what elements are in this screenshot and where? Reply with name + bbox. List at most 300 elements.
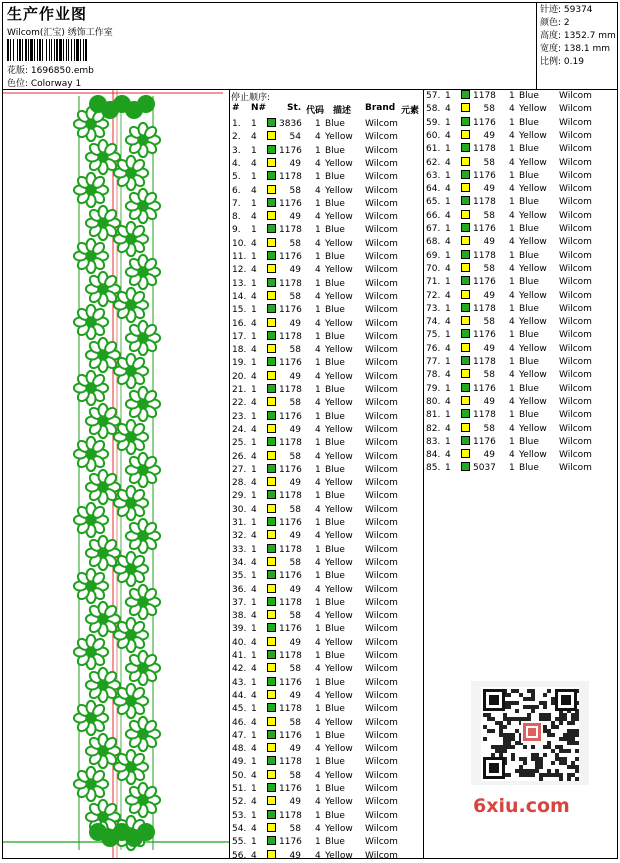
cell: 5. (232, 172, 241, 183)
table-row (231, 544, 423, 557)
cell: 49 (289, 690, 301, 701)
cell: 13. (232, 278, 247, 289)
header-st: St. (287, 103, 302, 113)
cell: 4 (445, 210, 451, 221)
table-row (425, 183, 617, 196)
cell: 1178 (279, 544, 302, 555)
cell: 4 (445, 317, 451, 328)
cell: Blue (325, 704, 345, 715)
cell: 49. (232, 757, 247, 768)
cell: 1 (315, 571, 321, 582)
table-row (231, 663, 423, 676)
cell: Yellow (519, 210, 547, 221)
cell: 49 (289, 265, 301, 276)
color-swatch (461, 449, 470, 458)
cell: 4 (315, 770, 321, 781)
cell: 1 (509, 277, 515, 288)
table-row (425, 90, 617, 103)
table-row (231, 650, 423, 663)
cell: 1178 (279, 491, 302, 502)
color-swatch (267, 411, 276, 420)
table-row (231, 371, 423, 384)
cell: Wilcom (365, 411, 398, 422)
cell: 11. (232, 252, 247, 262)
cell: Wilcom (365, 504, 398, 515)
cell: 1178 (279, 331, 302, 342)
cell: 1 (251, 145, 257, 156)
table-row (231, 703, 423, 716)
cell: 1 (251, 677, 257, 688)
cell: 50. (232, 770, 247, 781)
cell: Wilcom (365, 704, 398, 715)
color-swatch (461, 236, 470, 245)
table-row (425, 143, 617, 156)
cell: Blue (325, 225, 345, 236)
cell: Yellow (325, 717, 353, 728)
cell: 3. (232, 145, 241, 156)
cell: 4 (315, 291, 321, 302)
cell: Blue (519, 170, 539, 181)
cell: 1176 (473, 117, 496, 128)
cell: 20. (232, 371, 247, 382)
color-swatch (461, 143, 470, 152)
cell: 1176 (473, 277, 496, 288)
color-swatch (461, 343, 470, 352)
design-height: 高度: 1352.7 mm (540, 31, 616, 41)
cell: 1178 (279, 757, 302, 768)
cell: Wilcom (365, 305, 398, 316)
cell: Blue (519, 117, 539, 128)
cell: Yellow (325, 637, 353, 648)
cell: Wilcom (559, 157, 592, 168)
table-row (425, 462, 617, 475)
cell: Yellow (325, 823, 353, 834)
cell: Yellow (519, 317, 547, 328)
cell: 25. (232, 438, 247, 449)
header-no: # (232, 103, 240, 113)
cell: 49 (483, 130, 495, 141)
color-swatch (267, 397, 276, 406)
table-row (231, 477, 423, 490)
color-swatch (267, 158, 276, 167)
cell: 38. (232, 611, 247, 622)
color-swatch (267, 810, 276, 819)
table-row (231, 623, 423, 636)
cell: 4 (251, 690, 257, 701)
cell: Yellow (325, 345, 353, 356)
cell: Wilcom (365, 677, 398, 688)
cell: 1178 (279, 704, 302, 715)
cell: Wilcom (365, 744, 398, 755)
cell: 58 (289, 238, 301, 249)
cell: Wilcom (365, 597, 398, 608)
cell: Yellow (325, 424, 353, 435)
cell: 52. (232, 797, 247, 808)
cell: 58 (289, 291, 301, 302)
cell: 1 (315, 464, 321, 475)
table-row (231, 384, 423, 397)
design-scale: 比例: 0.19 (540, 57, 584, 67)
table-row (231, 331, 423, 344)
cell: Yellow (519, 104, 547, 115)
cell: 74. (426, 317, 441, 328)
table-row (425, 250, 617, 263)
cell: 4 (315, 185, 321, 196)
color-swatch (461, 316, 470, 325)
cell: Blue (325, 305, 345, 316)
cell: Wilcom (559, 463, 592, 474)
table-row (231, 796, 423, 809)
cell: Wilcom (365, 797, 398, 808)
cell: 4 (315, 318, 321, 329)
color-swatch (461, 223, 470, 232)
cell: 4 (509, 370, 515, 381)
table-row (231, 783, 423, 796)
cell: Yellow (325, 478, 353, 489)
cell: Blue (325, 810, 345, 821)
cell: 1 (509, 170, 515, 181)
cell: 1 (251, 544, 257, 555)
cell: 66. (426, 210, 441, 221)
cell: Yellow (325, 850, 353, 861)
table-row (231, 597, 423, 610)
cell: 1 (315, 677, 321, 688)
cell: 3836 (279, 119, 302, 129)
table-row (231, 490, 423, 503)
cell: 1 (315, 119, 321, 129)
cell: Yellow (325, 531, 353, 542)
cell: Yellow (325, 584, 353, 595)
cell: 1 (445, 357, 451, 367)
color-swatch (267, 504, 276, 513)
color-swatch (267, 278, 276, 287)
cell: 32. (232, 531, 247, 542)
cell: Wilcom (365, 823, 398, 834)
color-swatch (267, 331, 276, 340)
cell: 1176 (279, 677, 302, 688)
cell: Wilcom (365, 491, 398, 502)
cell: Wilcom (365, 225, 398, 236)
table-row (231, 637, 423, 650)
cell: Yellow (519, 450, 547, 461)
cell: 58 (289, 823, 301, 834)
barcode (7, 39, 132, 61)
color-swatch (267, 623, 276, 632)
cell: 4. (232, 158, 241, 169)
cell: 49 (289, 637, 301, 648)
cell: 4 (315, 557, 321, 568)
cell: Blue (519, 224, 539, 234)
cell: 49 (289, 744, 301, 755)
cell: 58 (483, 210, 495, 221)
cell: 63. (426, 170, 441, 181)
color-swatch (267, 490, 276, 499)
color-swatch (267, 637, 276, 646)
cell: Wilcom (559, 343, 592, 354)
cell: 4 (251, 132, 257, 143)
cell: 60. (426, 130, 441, 141)
cell: Blue (519, 383, 539, 394)
cell: 1 (251, 358, 257, 369)
cell: 1 (445, 330, 451, 341)
cell: 1 (315, 411, 321, 422)
design-file-label: 花版: 1696850.emb (7, 66, 94, 76)
cell: Yellow (325, 690, 353, 701)
cell: 1 (509, 91, 515, 101)
cell: Yellow (325, 132, 353, 143)
color-swatch (267, 357, 276, 366)
cell: Wilcom (365, 478, 398, 489)
cell: 49 (483, 184, 495, 195)
cell: 29. (232, 491, 247, 502)
stop-sequence-heading: 停止顺序: (231, 93, 271, 103)
cell: 4 (445, 396, 451, 407)
cell: 1 (445, 91, 451, 101)
cell: 4 (251, 744, 257, 755)
cell: Wilcom (365, 584, 398, 595)
color-swatch (267, 756, 276, 765)
cell: 4 (315, 717, 321, 728)
color-swatch (267, 424, 276, 433)
cell: 4 (445, 130, 451, 141)
color-swatch (461, 396, 470, 405)
table-row (231, 810, 423, 823)
cell: 1 (509, 410, 515, 421)
cell: 49 (483, 450, 495, 461)
cell: 1 (315, 757, 321, 768)
cell: Wilcom (365, 571, 398, 582)
cell: 58 (483, 370, 495, 381)
cell: 59. (426, 117, 441, 128)
cell: Blue (325, 784, 345, 794)
cell: 1 (251, 225, 257, 236)
cell: 1 (251, 464, 257, 475)
cell: 1 (445, 383, 451, 394)
cell: Blue (325, 624, 345, 635)
cell: 4 (509, 184, 515, 195)
table-row (231, 743, 423, 756)
cell: 4 (251, 212, 257, 223)
cell: Yellow (519, 370, 547, 381)
stitch-count: 针迹: 59374 (540, 5, 593, 15)
color-swatch (461, 170, 470, 179)
cell: 9. (232, 225, 241, 236)
cell: Wilcom (365, 212, 398, 223)
cell: Wilcom (559, 370, 592, 381)
cell: 1178 (473, 144, 496, 155)
cell: Yellow (519, 130, 547, 141)
table-row (425, 343, 617, 356)
table-row (231, 584, 423, 597)
cell: 49 (289, 424, 301, 435)
color-swatch (267, 610, 276, 619)
cell: 4 (251, 531, 257, 542)
cell: 1 (509, 463, 515, 474)
cell: Yellow (519, 184, 547, 195)
cell: Yellow (325, 158, 353, 169)
cell: 80. (426, 396, 441, 407)
cell: 1 (509, 303, 515, 314)
cell: 1 (509, 330, 515, 341)
cell: 49 (289, 531, 301, 542)
cell: 58 (483, 104, 495, 115)
color-swatch (461, 356, 470, 365)
cell: 1 (251, 119, 257, 129)
cell: Wilcom (559, 396, 592, 407)
cell: 4 (315, 398, 321, 409)
cell: 10. (232, 238, 247, 249)
cell: 77. (426, 357, 441, 367)
color-swatch (267, 318, 276, 327)
color-swatch (267, 836, 276, 845)
cell: 58 (483, 317, 495, 328)
cell: Wilcom (365, 145, 398, 156)
cell: 4 (315, 744, 321, 755)
cell: 1 (251, 198, 257, 209)
cell: 34. (232, 557, 247, 568)
cell: 4 (251, 664, 257, 675)
cell: 4 (445, 104, 451, 115)
cell: Wilcom (559, 423, 592, 434)
cell: 30. (232, 504, 247, 515)
color-swatch (267, 796, 276, 805)
cell: 4 (315, 823, 321, 834)
cell: Wilcom (365, 185, 398, 196)
cell: Blue (325, 438, 345, 449)
table-row (231, 118, 423, 131)
cell: 85. (426, 463, 441, 474)
cell: 22. (232, 398, 247, 409)
table-row (231, 770, 423, 783)
cell: Wilcom (365, 345, 398, 356)
cell: 1 (445, 303, 451, 314)
cell: 1 (509, 357, 515, 367)
cell: Blue (325, 837, 345, 848)
table-row (425, 223, 617, 236)
cell: Wilcom (365, 757, 398, 768)
cell: 4 (509, 450, 515, 461)
cell: 58 (289, 451, 301, 462)
cell: Wilcom (365, 464, 398, 475)
cell: Yellow (325, 398, 353, 409)
cell: Blue (325, 252, 345, 262)
cell: Wilcom (365, 371, 398, 382)
color-swatch (267, 783, 276, 792)
cell: Yellow (325, 744, 353, 755)
cell: 64. (426, 184, 441, 195)
cell: Wilcom (365, 132, 398, 143)
table-row (425, 117, 617, 130)
color-swatch (267, 690, 276, 699)
cell: 1 (445, 117, 451, 128)
cell: 1 (509, 250, 515, 261)
page-title: 生产作业图 (7, 5, 88, 23)
cell: 4 (315, 531, 321, 542)
cell: 24. (232, 424, 247, 435)
cell: 1 (315, 784, 321, 794)
cell: 58 (483, 157, 495, 168)
cell: Yellow (519, 263, 547, 274)
cell: 1176 (473, 383, 496, 394)
table-row (425, 170, 617, 183)
cell: 69. (426, 250, 441, 261)
table-row (425, 449, 617, 462)
cell: 1 (315, 305, 321, 316)
cell: Blue (325, 385, 345, 395)
cell: Yellow (519, 290, 547, 301)
cell: Yellow (325, 797, 353, 808)
cell: 4 (251, 797, 257, 808)
cell: 4 (509, 423, 515, 434)
color-swatch (267, 663, 276, 672)
cell: 4 (251, 451, 257, 462)
cell: 1 (251, 518, 257, 528)
lace-design-image (3, 90, 230, 858)
cell: 51. (232, 784, 247, 794)
cell: 4 (251, 265, 257, 276)
cell: 7. (232, 198, 241, 209)
color-swatch (267, 437, 276, 446)
cell: 4 (251, 291, 257, 302)
cell: 1 (509, 117, 515, 128)
cell: Blue (325, 651, 345, 661)
cell: 1 (315, 544, 321, 555)
cell: 1176 (279, 305, 302, 316)
cell: 58 (289, 770, 301, 781)
table-row (425, 210, 617, 223)
cell: 1 (315, 518, 321, 528)
embroidery-preview (3, 90, 230, 858)
table-row (231, 570, 423, 583)
cell: Wilcom (365, 158, 398, 169)
cell: 4 (315, 664, 321, 675)
color-swatch (461, 329, 470, 338)
cell: 4 (315, 424, 321, 435)
cell: Wilcom (559, 250, 592, 261)
table-row (425, 396, 617, 409)
cell: 4 (251, 185, 257, 196)
cell: 1176 (279, 784, 302, 794)
table-row (231, 730, 423, 743)
color-swatch (461, 117, 470, 126)
cell: 79. (426, 383, 441, 394)
color-swatch (267, 464, 276, 473)
color-swatch (267, 477, 276, 486)
cell: 1 (251, 837, 257, 848)
cell: 1 (315, 438, 321, 449)
table-row (231, 291, 423, 304)
cell: 1178 (473, 197, 496, 208)
cell: 1 (445, 197, 451, 208)
table-row (231, 756, 423, 769)
cell: 1 (315, 278, 321, 289)
table-row (231, 557, 423, 570)
cell: 4 (251, 371, 257, 382)
cell: 4 (445, 184, 451, 195)
cell: Wilcom (365, 531, 398, 542)
cell: 4 (315, 345, 321, 356)
cell: 4 (509, 210, 515, 221)
cell: 4 (445, 157, 451, 168)
cell: Wilcom (365, 624, 398, 635)
cell: 36. (232, 584, 247, 595)
cell: Wilcom (365, 611, 398, 622)
table-row (231, 451, 423, 464)
cell: 1 (315, 145, 321, 156)
cell: Wilcom (365, 172, 398, 183)
cell: Wilcom (559, 317, 592, 328)
cell: 33. (232, 544, 247, 555)
